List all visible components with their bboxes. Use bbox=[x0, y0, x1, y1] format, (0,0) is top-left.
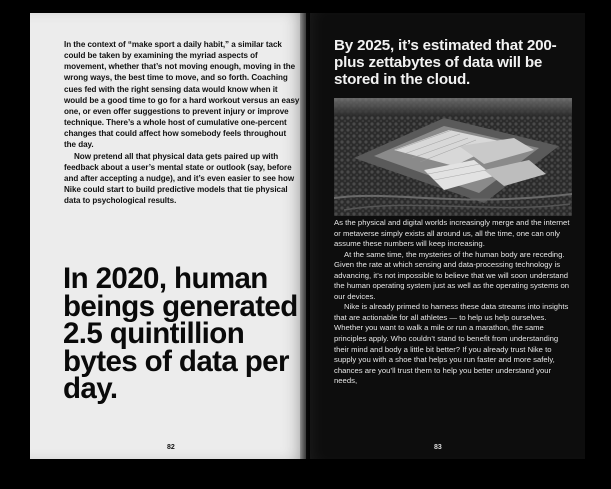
left-body-text bbox=[64, 39, 300, 206]
right-paragraph: At the same time, the mysteries of the human body are receding. Given the rate at which sensing and data-processing technology is advancing, it’s not impossible to believe that we will soon understand the human operating system just as well as the operating systems on our devices. bbox=[334, 249, 570, 301]
left-page bbox=[30, 13, 306, 459]
page-number-right: 83 bbox=[434, 444, 442, 451]
data-center-aerial-photo bbox=[334, 98, 572, 216]
book-gutter bbox=[300, 13, 310, 459]
pull-quote: In 2020, human beings generated 2.5 quintillion bytes of data per day. bbox=[63, 262, 298, 405]
right-paragraph: As the physical and digital worlds increasingly merge and the internet or metaverse simply exists all around us, all the time, one can only assume these numbers will keep increasing. bbox=[334, 218, 570, 249]
page-number-left: 82 bbox=[167, 444, 175, 451]
left-paragraph: Now pretend all that physical data gets paired up with feedback about a user’s mental state or outlook (say, before and after accepting a nudge), and it’s even easier to see how Nike could start to build predictive models that tie physical data to psychological results. bbox=[64, 151, 295, 206]
right-paragraph: Nike is already primed to harness these data streams into insights that are actionable for all athletes — to help us help ourselves. Whether you want to walk a mile or run a marathon, the same principles apply. Who couldn’t stand to benefit from understanding their mind and body a little bit better? If you already trust Nike to supply you with a shoe that helps you run faster and more safely, chances are you’ll trust them to help you better understand your needs, bbox=[334, 302, 569, 386]
right-page bbox=[306, 13, 585, 459]
left-paragraph: In the context of “make sport a daily habit,” a similar tack could be taken by examining the myriad aspects of movement, whether that’s not moving enough, moving in the wrong ways, the best time to move, and so forth. Coaching cues fed with the right sensing data would know when it would be a good time to go for a hard workout versus an easy one, or even offer suggestions to prevent injury or improve technique. There’s a whole host of cumulative one-percent changes that could affect how somebody feels throughout the day. bbox=[64, 40, 300, 150]
right-headline: By 2025, it’s estimated that 200-plus zettabytes of data will be stored in the cloud. bbox=[334, 37, 557, 88]
data-center-photo-icon bbox=[334, 98, 572, 216]
right-body-text bbox=[334, 218, 574, 387]
